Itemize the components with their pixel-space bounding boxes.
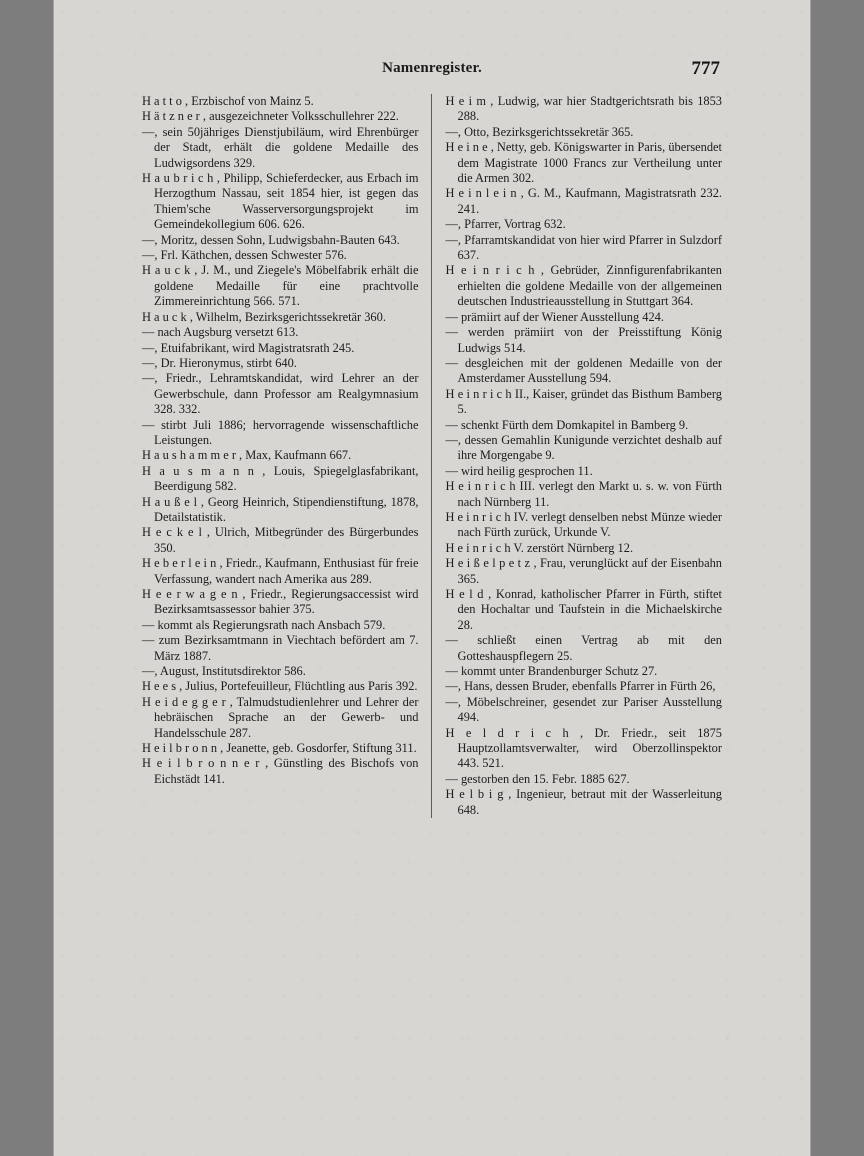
index-entry: — schenkt Fürth dem Domkapitel in Bamberg 9. [445,417,689,432]
index-entry: H e i l b r o n n e r , Günstling des Bischofs von Eichstädt 141. [142,756,419,786]
index-entry: H e i n r i c h , Gebrüder, Zinnfigurenfabrikanten erhielten die goldene Medaille von der allgemeinen deutschen Industrieausstellung in Stuttgart 364. [445,263,722,309]
page-number: 777 [691,58,720,79]
index-entry: —, Frl. Käthchen, dessen Schwester 576. [142,248,347,263]
index-entry: H e i n l e i n , G. M., Kaufmann, Magistratsrath 232. 241. [445,186,722,216]
index-entry: — gestorben den 15. Febr. 1885 627. [445,771,630,786]
index-entry: H ä t z n e r , ausgezeichneter Volksschullehrer 222. [142,109,399,124]
index-entry: —, Pfarrer, Vortrag 632. [445,217,566,232]
left-column [142,94,432,818]
index-entry: H e e r w a g e n , Friedr., Regierungsaccessist wird Bezirksamtsassessor bahier 375. [142,587,419,617]
index-entry: — nach Augsburg versetzt 613. [142,325,299,340]
index-entry: — stirbt Juli 1886; hervorragende wissenschaftliche Leistungen. [142,417,419,447]
index-entry: — zum Bezirksamtmann in Viechtach befördert am 7. März 1887. [142,633,419,663]
index-entry: H e b e r l e i n , Friedr., Kaufmann, Enthusiast für freie Verfassung, wandert nach Amerika aus 289. [142,556,419,586]
index-entry: — werden prämiirt von der Preisstiftung König Ludwigs 514. [445,325,722,355]
index-entry: H e l d r i c h , Dr. Friedr., seit 1875 Hauptzollamtsverwalter, wird Oberzollinspektor 443. 521. [445,725,722,771]
index-entry: H e i l b r o n n , Jeanette, geb. Gosdorfer, Stiftung 311. [142,741,417,756]
index-entry: —, Dr. Hieronymus, stirbt 640. [142,355,297,370]
index-entry: —, Moritz, dessen Sohn, Ludwigsbahn-Bauten 643. [142,232,400,247]
index-entry: — kommt unter Brandenburger Schutz 27. [445,664,658,679]
index-entry: H a u ß e l , Georg Heinrich, Stipendienstiftung, 1878, Detailstatistik. [142,494,419,524]
index-entry: —, Möbelschreiner, gesendet zur Pariser Ausstellung 494. [445,694,722,725]
index-entry: —, Otto, Bezirksgerichtssekretär 365. [445,124,634,139]
index-entry: H e i m , Ludwig, war hier Stadtgerichtsrath bis 1853 288. [445,94,722,124]
index-entry: H e l d , Konrad, katholischer Pfarrer in Fürth, stiftet den Hochaltar und Taufstein in die Michaelskirche 28. [445,587,722,632]
index-entry: H a u s m a n n , Louis, Spiegelglasfabrikant, Beerdigung 582. [142,463,419,494]
index-entry: — prämiirt auf der Wiener Ausstellung 424. [445,309,664,324]
index-entry: —, August, Institutsdirektor 586. [142,664,306,679]
index-entry: H e l b i g , Ingenieur, betraut mit der Wasserleitung 648. [445,787,722,817]
index-entry: —, sein 50jähriges Dienstjubiläum, wird Ehrenbürger der Stadt, erhält die goldene Medaille des Ludwigsordens 329. [142,124,419,170]
index-entry: —, Etuifabrikant, wird Magistratsrath 245. [142,340,355,355]
index-entry: H e e s , Julius, Portefeuilleur, Flüchtling aus Paris 392. [142,679,418,694]
index-entry: H e i n r i c h V. zerstört Nürnberg 12. [445,540,634,555]
index-entry: H a t t o , Erzbischof von Mainz 5. [142,94,314,108]
index-entry: —, Friedr., Lehramtskandidat, wird Lehrer an der Gewerbschule, dann Professor am Realgymnasium 328. 332. [142,371,419,417]
index-entry: — desgleichen mit der goldenen Medaille von der Amsterdamer Ausstellung 594. [445,355,722,386]
running-head [142,58,722,88]
index-entry: H a u c k , Wilhelm, Bezirksgerichtssekretär 360. [142,309,386,324]
two-column-body [142,94,722,818]
index-entry: H e c k e l , Ulrich, Mitbegründer des Bürgerbundes 350. [142,525,419,555]
index-entry: —, Pfarramtskandidat von hier wird Pfarrer in Sulzdorf 637. [445,232,722,263]
index-entry: — kommt als Regierungsrath nach Ansbach 579. [142,617,386,632]
index-entry: H e i n r i c h II., Kaiser, gründet das Bisthum Bamberg 5. [445,386,722,417]
index-entry: H a u c k , J. M., und Ziegele's Möbelfabrik erhält die goldene Medaille für eine prachtvolle Zimmereinrichtung 566. 571. [142,263,419,309]
index-entry: H e i n e , Netty, geb. Königswarter in Paris, übersendet dem Magistrate 1000 Francs zur Vertheilung unter die Armen 302. [445,140,722,186]
index-entry: H e i d e g g e r , Talmudstudienlehrer und Lehrer der hebräischen Sprache an der Gewerb- und Handelsschule 287. [142,694,419,740]
page-header-title: Namenregister. [382,60,482,76]
right-column [432,94,723,818]
index-entry: — schließt einen Vertrag ab mit den Gotteshauspflegern 25. [445,633,722,663]
page-content [142,58,722,818]
index-entry: H e i n r i c h III. verlegt den Markt u. s. w. von Fürth nach Nürnberg 11. [445,479,722,509]
index-entry: H a u s h a m m e r , Max, Kaufmann 667. [142,448,352,463]
scanned-page [54,0,810,1156]
index-entry: H a u b r i c h , Philipp, Schieferdecker, aus Erbach im Herzogthum Nassau, seit 1854 hier, ist gegen das Thiem'sche Wasserversorgungsprojekt im Gemeindekollegium 606. 626. [142,171,419,232]
index-entry: — wird heilig gesprochen 11. [445,463,593,478]
index-entry: —, Hans, dessen Bruder, ebenfalls Pfarrer in Fürth 26, [445,679,716,694]
index-entry: —, dessen Gemahlin Kunigunde verzichtet deshalb auf ihre Morgengabe 9. [445,432,722,463]
index-entry: H e i n r i c h IV. verlegt denselben nebst Münze wieder nach Fürth zurück, Urkunde V. [445,509,722,540]
index-entry: H e i ß e l p e t z , Frau, verunglückt auf der Eisenbahn 365. [445,556,722,586]
